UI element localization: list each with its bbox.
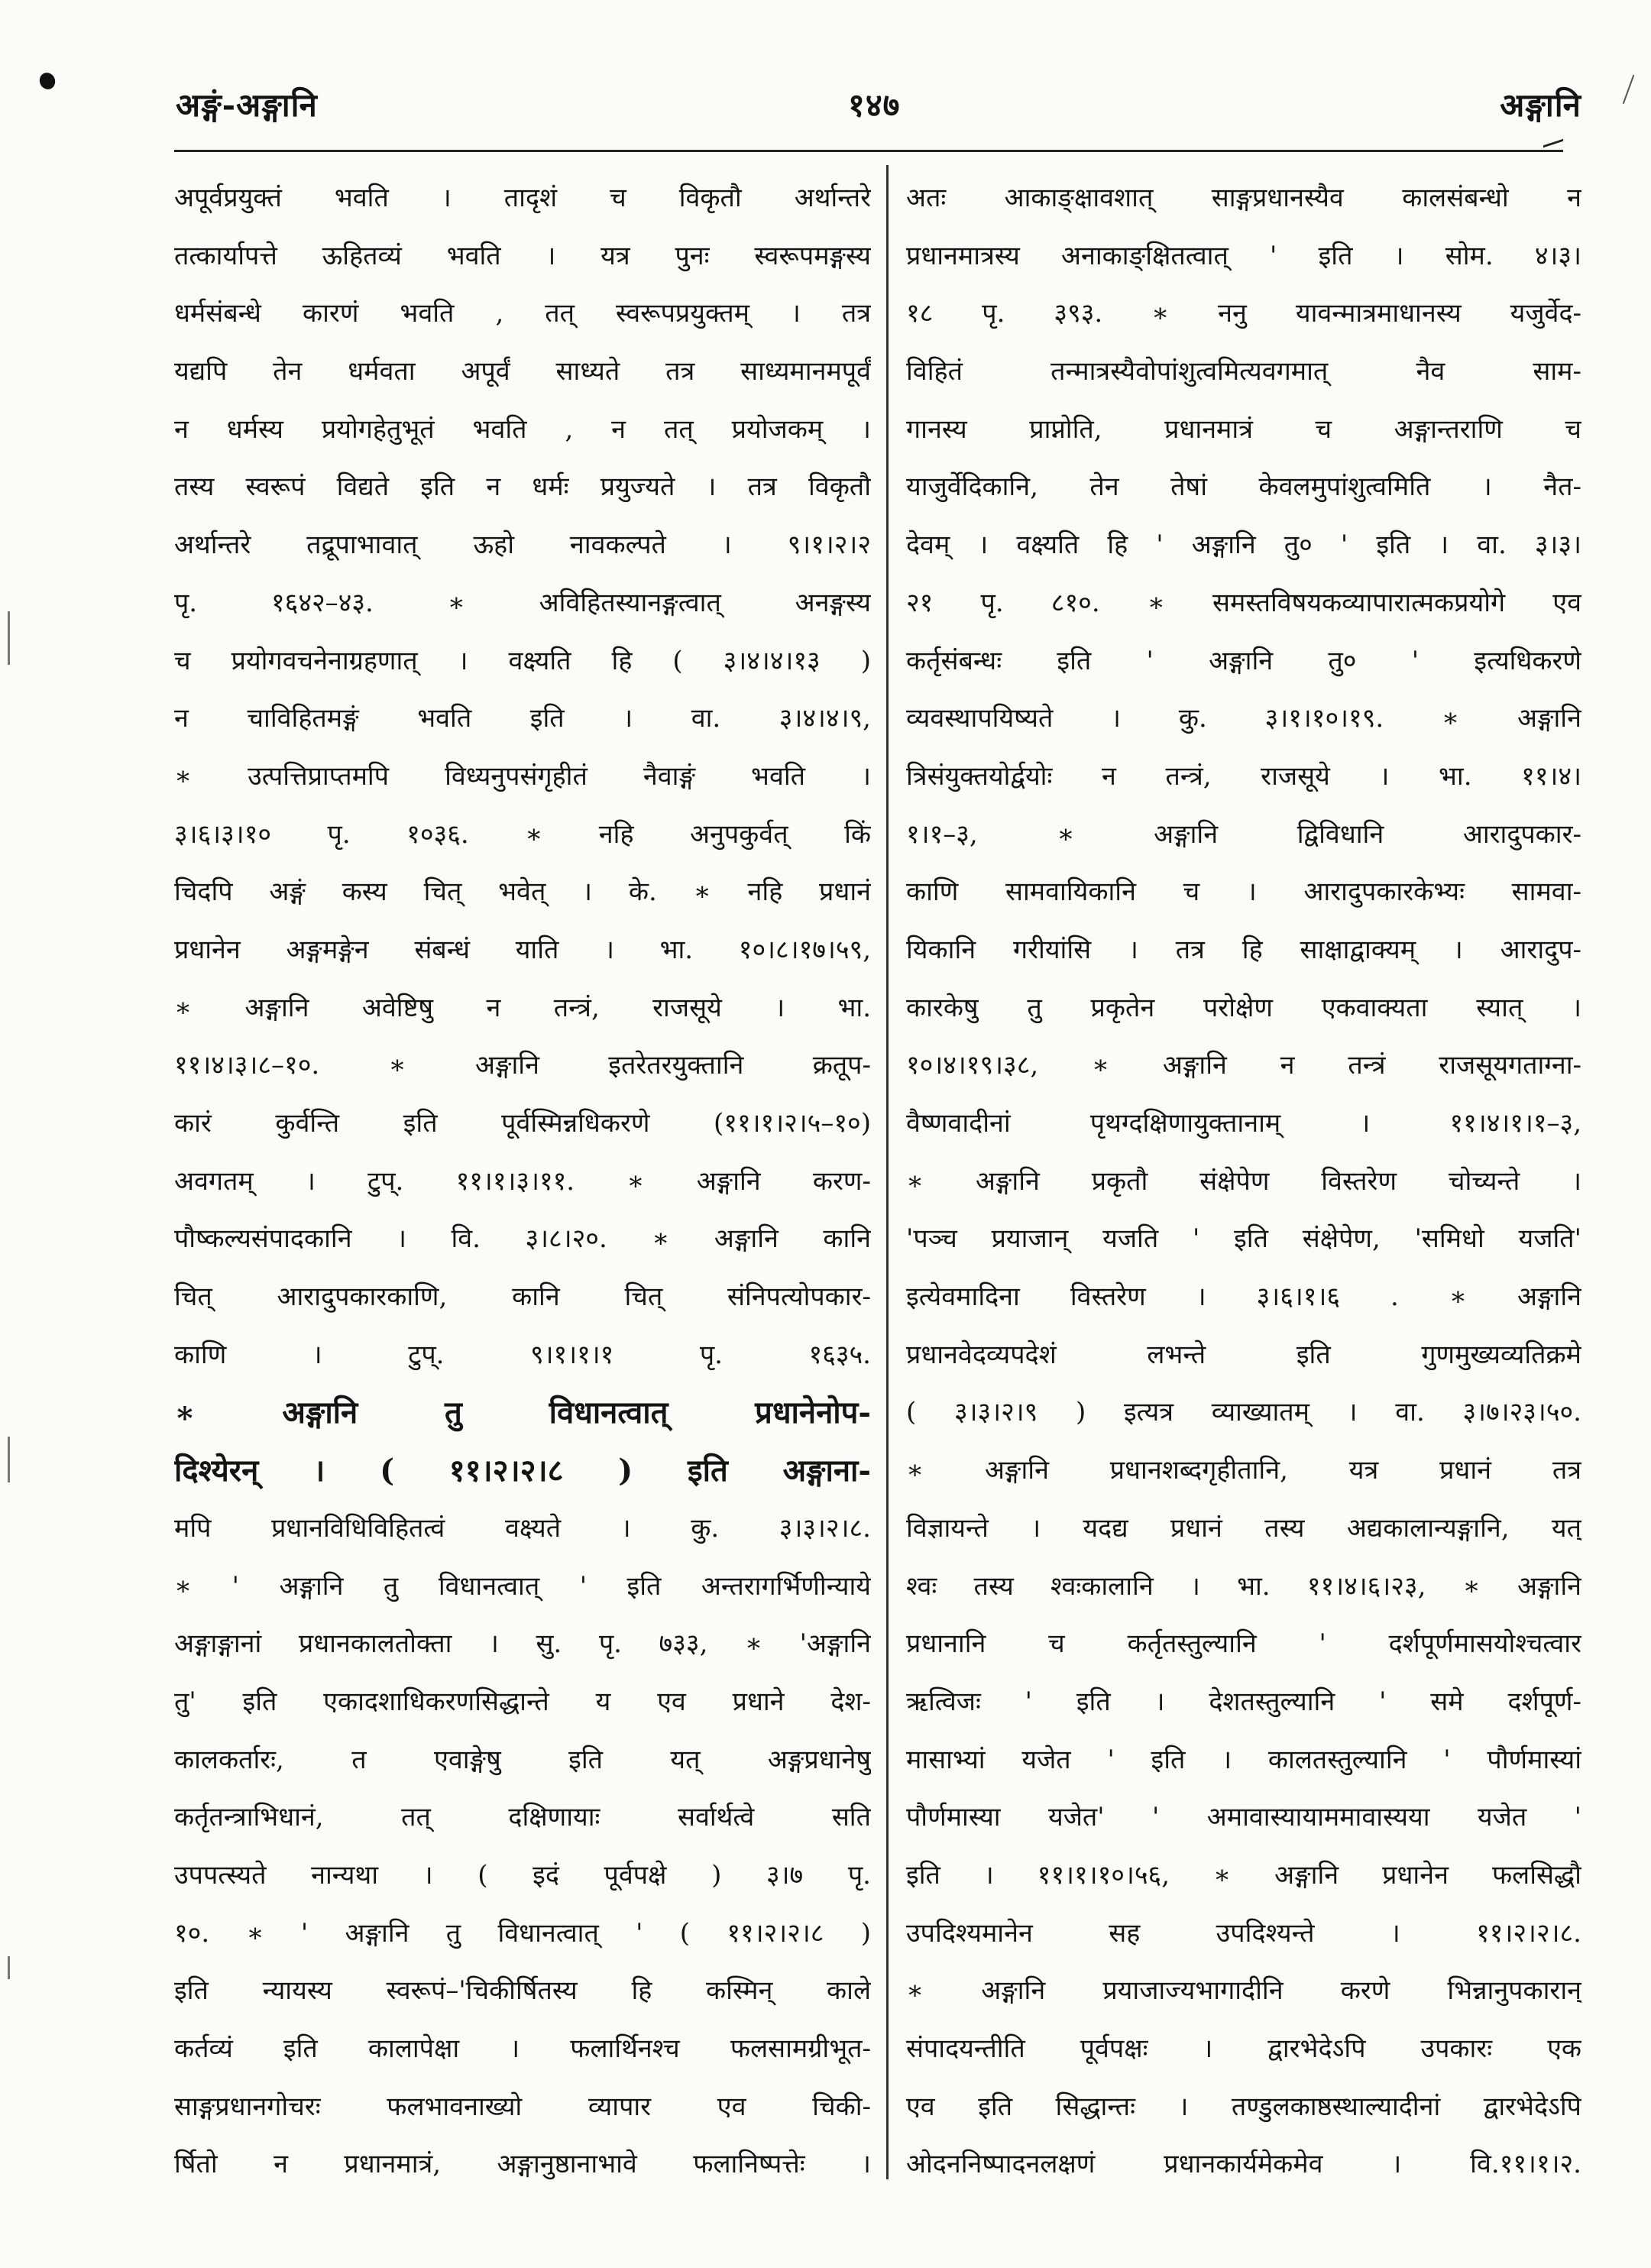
text-line: तत्कार्यापत्ते ऊहितव्यं भवति । यत्र पुनः स्वरूपमङ्गस्य bbox=[174, 240, 871, 271]
text-line: काणि सामवायिकानि च । आरादुपकारकेभ्यः सामवा- bbox=[906, 876, 1581, 908]
header-rule bbox=[174, 150, 1563, 152]
text-line: २१ पृ. ८१०. ∗ समस्तविषयकव्यापारात्मकप्रयोगे एव bbox=[906, 587, 1581, 618]
text-line: ओदननिष्पादनलक्षणं प्रधानकार्यमेकमेव । वि.११।१।२. bbox=[906, 2149, 1581, 2180]
page-number: १४७ bbox=[848, 86, 901, 124]
margin-mark bbox=[8, 1437, 10, 1482]
text-line: १०।४।१९।३८, ∗ अङ्गानि न तन्त्रं राजसूयगताग्ना- bbox=[906, 1050, 1581, 1081]
text-line: तु' इति एकादशाधिकरणसिद्धान्ते य एव प्रधाने देश- bbox=[174, 1686, 871, 1717]
text-line: ∗ अङ्गानि प्रधानशब्दगृहीतानि, यत्र प्रधानं तत्र bbox=[906, 1455, 1581, 1486]
text-line: न चाविहितमङ्गं भवति इति । वा. ३।४।४।९, bbox=[174, 703, 871, 734]
margin-mark bbox=[8, 1956, 10, 1979]
ink-dot bbox=[37, 70, 57, 92]
text-line: ( ३।३।२।९ ) इत्यत्र व्याख्यातम् । वा. ३।७।२३।५०. bbox=[906, 1397, 1581, 1428]
left-column bbox=[174, 170, 871, 2195]
page-header bbox=[176, 83, 1581, 136]
text-line: अपूर्वप्रयुक्तं भवति । तादृशं च विकृतौ अर्थान्तरे bbox=[174, 183, 871, 213]
text-line: चित् आरादुपकारकाणि, कानि चित् संनिपत्योपकार- bbox=[174, 1281, 871, 1313]
text-line: काणि । टुप्. ९।१।१।१ पृ. १६३५. bbox=[174, 1339, 871, 1370]
text-line: इत्येवमादिना विस्तरेण । ३।६।१।६ . ∗ अङ्गानि bbox=[906, 1281, 1581, 1313]
text-line: ∗ अङ्गानि प्रयाजाज्यभागादीनि करणे भिन्नानुपकारान् bbox=[906, 1975, 1581, 2007]
text-line: पृ. १६४२–४३. ∗ अविहितस्यानङ्गत्वात् अनङ्गस्य bbox=[174, 587, 871, 618]
text-line: याजुर्वेदिकानि, तेन तेषां केवलमुपांशुत्वमिति । नैत- bbox=[906, 471, 1581, 503]
text-line: इति । ११।१।१०।५६, ∗ अङ्गानि प्रधानेन फलसिद्धौ bbox=[906, 1859, 1581, 1891]
margin-mark bbox=[8, 611, 10, 665]
text-line: पौष्कल्यसंपादकानि । वि. ३।८।२०. ∗ अङ्गानि कानि bbox=[174, 1223, 871, 1255]
text-line: 'पञ्च प्रयाजान् यजति ' इति संक्षेपेण, 'समिधो यजति' bbox=[906, 1223, 1581, 1255]
text-line: कालकर्तारः, त एवाङ्गेषु इति यत् अङ्गप्रधानेषु bbox=[174, 1744, 871, 1775]
text-line: तस्य स्वरूपं विद्यते इति न धर्मः प्रयुज्यते । तत्र विकृतौ bbox=[174, 471, 871, 503]
text-line: ∗ अङ्गानि तु विधानत्वात् प्रधानेनोप- bbox=[174, 1395, 871, 1431]
text-line: कर्तृसंबन्धः इति ' अङ्गानि तु० ' इत्यधिकरणे bbox=[906, 645, 1581, 676]
text-line: अवगतम् । टुप्. ११।१।३।११. ∗ अङ्गानि करण- bbox=[174, 1165, 871, 1197]
text-line: प्रधानानि च कर्तृतस्तुल्यानि ' दर्शपूर्णमासयोश्चत्वार bbox=[906, 1628, 1581, 1660]
header-right-title: अङ्गानि bbox=[1500, 86, 1581, 124]
text-line: ∗ अङ्गानि प्रकृतौ संक्षेपेण विस्तरेण चोच्यन्ते । bbox=[906, 1165, 1581, 1197]
text-line: संपादयन्तीति पूर्वपक्षः । द्वारभेदेऽपि उपकारः एक bbox=[906, 2033, 1581, 2064]
text-line: विहितं तन्मात्रस्यैवोपांशुत्वमित्यवगमात् नैव साम- bbox=[906, 356, 1581, 387]
text-line: अङ्गाङ्गानां प्रधानकालतोक्ता । सु. पृ. ७३३, ∗ 'अङ्गानि bbox=[174, 1628, 871, 1660]
text-line: अतः आकाङ्क्षावशात् साङ्गप्रधानस्यैव कालसंबन्धो न bbox=[906, 183, 1581, 213]
margin-mark bbox=[1623, 75, 1647, 109]
text-line: कारकेषु तु प्रकृतेन परोक्षेण एकवाक्यता स्यात् । bbox=[906, 992, 1581, 1023]
text-line: प्रधानमात्रस्य अनाकाङ्क्षितत्वात् ' इति । सोम. ४।३। bbox=[906, 240, 1581, 271]
text-line: उपदिश्यमानेन सह उपदिश्यन्ते । ११।२।२।८. bbox=[906, 1917, 1581, 1949]
text-line: वैष्णवादीनां पृथग्दक्षिणायुक्तानाम् । ११।४।१।१–३, bbox=[906, 1108, 1581, 1139]
text-line: न धर्मस्य प्रयोगहेतुभूतं भवति , न तत् प्रयोजकम् । bbox=[174, 413, 871, 445]
text-line: श्वः तस्य श्वःकालानि । भा. ११।४।६।२३, ∗ अङ्गानि bbox=[906, 1570, 1581, 1602]
header-rule-flourish bbox=[1543, 139, 1563, 158]
text-line: ११।४।३।८–१०. ∗ अङ्गानि इतरेतरयुक्तानि क्रतूप- bbox=[174, 1050, 871, 1081]
text-line: कर्तृतन्त्राभिधानं, तत् दक्षिणायाः सर्वार्थत्वे सति bbox=[174, 1802, 871, 1833]
text-line: विज्ञायन्ते । यदद्य प्रधानं तस्य अद्यकालान्यङ्गानि, यत् bbox=[906, 1512, 1581, 1544]
text-line: ३।६।३।१० पृ. १०३६. ∗ नहि अनुपकुर्वत् किं bbox=[174, 818, 871, 850]
text-line: साङ्गप्रधानगोचरः फलभावनाख्यो व्यापार एव चिकी- bbox=[174, 2091, 871, 2122]
text-line: यद्यपि तेन धर्मवता अपूर्वं साध्यते तत्र साध्यमानमपूर्वं bbox=[174, 356, 871, 387]
text-line: र्षितो न प्रधानमात्रं, अङ्गानुष्ठानाभावे फलानिष्पत्तेः । bbox=[174, 2149, 871, 2180]
text-line: एव इति सिद्धान्तः । तण्डुलकाष्ठस्थाल्यादीनां द्वारभेदेऽपि bbox=[906, 2091, 1581, 2122]
text-line: ∗ ' अङ्गानि तु विधानत्वात् ' इति अन्तरागर्भिणीन्याये bbox=[174, 1570, 871, 1602]
text-line: दिश्येरन् । ( ११।२।२।८ ) इति अङ्गाना- bbox=[174, 1453, 871, 1489]
text-line: धर्मसंबन्धे कारणं भवति , तत् स्वरूपप्रयुक्तम् । तत्र bbox=[174, 298, 871, 329]
text-line: त्रिसंयुक्तयोर्द्वयोः न तन्त्रं, राजसूये । भा. ११।४। bbox=[906, 760, 1581, 792]
text-line: कारं कुर्वन्ति इति पूर्वस्मिन्नधिकरणे (११।१।२।५–१०) bbox=[174, 1108, 871, 1139]
text-line: १।१–३, ∗ अङ्गानि द्विविधानि आरादुपकार- bbox=[906, 818, 1581, 850]
text-line: ∗ उत्पत्तिप्राप्तमपि विध्यनुपसंगृहीतं नैवाङ्गं भवति । bbox=[174, 760, 871, 792]
column-divider bbox=[886, 165, 889, 2179]
right-column bbox=[906, 170, 1581, 2195]
text-line: कर्तव्यं इति कालापेक्षा । फलार्थिनश्च फलसामग्रीभूत- bbox=[174, 2033, 871, 2064]
header-left-title: अङ्गं-अङ्गानि bbox=[176, 86, 318, 124]
text-line: चिदपि अङ्गं कस्य चित् भवेत् । के. ∗ नहि प्रधानं bbox=[174, 876, 871, 908]
text-line: व्यवस्थापयिष्यते । कु. ३।१।१०।१९. ∗ अङ्गानि bbox=[906, 703, 1581, 734]
text-line: अर्थान्तरे तद्रूपाभावात् ऊहो नावकल्पते । ९।१।२।२ bbox=[174, 530, 871, 561]
text-line: १०. ∗ ' अङ्गानि तु विधानत्वात् ' ( ११।२।२।८ ) bbox=[174, 1917, 871, 1949]
text-line: ऋत्विजः ' इति । देशतस्तुल्यानि ' समे दर्शपूर्ण- bbox=[906, 1686, 1581, 1717]
text-line: गानस्य प्राप्नोति, प्रधानमात्रं च अङ्गान्तराणि च bbox=[906, 413, 1581, 445]
text-line: मासाभ्यां यजेत ' इति । कालतस्तुल्यानि ' पौर्णमास्यां bbox=[906, 1744, 1581, 1775]
text-line: इति न्यायस्य स्वरूपं–'चिकीर्षितस्य हि कस्मिन् काले bbox=[174, 1975, 871, 2007]
text-line: यिकानि गरीयांसि । तत्र हि साक्षाद्वाक्यम् । आरादुप- bbox=[906, 934, 1581, 965]
text-line: च प्रयोगवचनेनाग्रहणात् । वक्ष्यति हि ( ३।४।४।१३ ) bbox=[174, 645, 871, 676]
text-line: ∗ अङ्गानि अवेष्टिषु न तन्त्रं, राजसूये । भा. bbox=[174, 992, 871, 1023]
text-line: देवम् । वक्ष्यति हि ' अङ्गानि तु० ' इति । वा. ३।३। bbox=[906, 530, 1581, 561]
text-line: प्रधानवेदव्यपदेशं लभन्ते इति गुणमुख्यव्यतिक्रमे bbox=[906, 1339, 1581, 1370]
text-line: प्रधानेन अङ्गमङ्गेन संबन्धं याति । भा. १०।८।१७।५९, bbox=[174, 934, 871, 965]
text-line: १८ पृ. ३९३. ∗ ननु यावन्मात्रमाधानस्य यजुर्वेद- bbox=[906, 298, 1581, 329]
text-line: पौर्णमास्या यजेत' ' अमावास्यायाममावास्यया यजेत ' bbox=[906, 1802, 1581, 1833]
text-line: उपपत्स्यते नान्यथा । ( इदं पूर्वपक्षे ) ३।७ पृ. bbox=[174, 1859, 871, 1891]
text-line: मपि प्रधानविधिविहितत्वं वक्ष्यते । कु. ३।३।२।८. bbox=[174, 1512, 871, 1544]
